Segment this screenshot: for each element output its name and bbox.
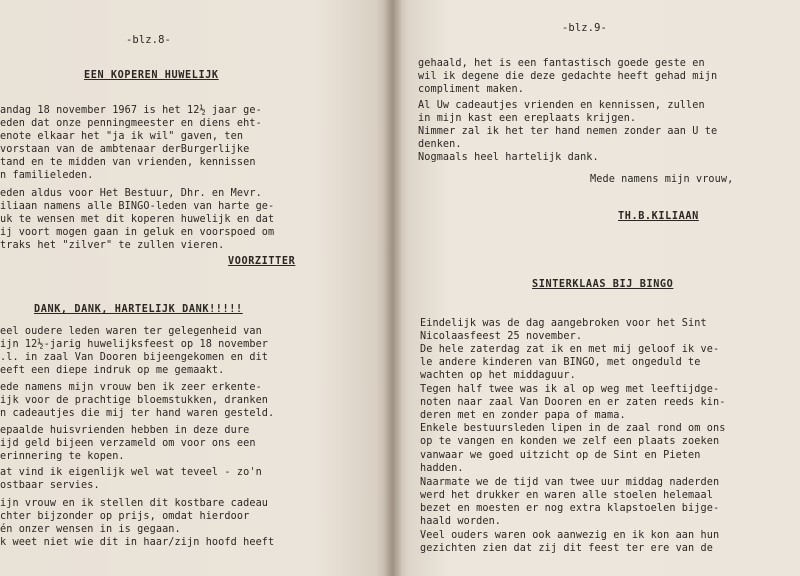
right-line: bezet en moesten er nog extra klapstoelen bijge- bbox=[420, 503, 720, 514]
right-line: haald worden. bbox=[420, 516, 502, 527]
right-line: compliment maken. bbox=[418, 84, 524, 95]
right-line: Al Uw cadeautjes vrienden en kennissen, zullen bbox=[418, 100, 705, 111]
right-line: denken. bbox=[418, 139, 462, 150]
right-line: Eindelijk was de dag aangebroken voor het Sint bbox=[420, 318, 707, 329]
left-line: eeft een diepe indruk op me gemaakt. bbox=[0, 365, 225, 376]
right-line: Nicolaasfeest 25 november. bbox=[420, 331, 583, 342]
right-line: op te vangen en konden we zelf een plaats zoeken bbox=[420, 436, 720, 447]
left-line: traks het "zilver" te zullen vieren. bbox=[0, 240, 225, 251]
left-line: ostbaar servies. bbox=[0, 480, 100, 491]
left-line: ijn vrouw en ik stellen dit kostbare cadeau bbox=[0, 498, 269, 509]
right-line: vanwaar we goed uitzicht op de Sint en Pieten bbox=[420, 450, 701, 461]
right-line: noten naar zaal Van Dooren en er zaten reeds kin- bbox=[420, 397, 726, 408]
right-line: deren met en zonder papa of mama. bbox=[420, 410, 626, 421]
left-line: én onzer wensen in is gegaan. bbox=[0, 524, 181, 535]
left-article-title: EEN KOPEREN HUWELIJK bbox=[84, 70, 219, 81]
right-line: Enkele bestuursleden lipen in de zaal rond om ons bbox=[420, 423, 726, 434]
left-article-title-2: DANK, DANK, HARTELIJK DANK!!!!! bbox=[34, 304, 243, 315]
left-line: vorstaan van de ambtenaar derBurgerlijke bbox=[0, 144, 250, 155]
left-line: chter bijzonder op prijs, omdat hierdoor bbox=[0, 511, 250, 522]
right-line: gehaald, het is een fantastisch goede geste en bbox=[418, 58, 705, 69]
right-line: Veel ouders waren ook aanwezig en ik kon aan hun bbox=[420, 530, 720, 541]
right-page-number: -blz.9- bbox=[562, 22, 607, 34]
right-line: werd het drukker en waren alle stoelen helemaal bbox=[420, 490, 713, 501]
right-line: Naarmate we de tijd van twee uur middag naderden bbox=[420, 477, 720, 488]
right-page bbox=[392, 0, 800, 576]
right-line: Nimmer zal ik het ter hand nemen zonder aan U te bbox=[418, 126, 718, 137]
left-line: n cadeautjes die mij ter hand waren gesteld. bbox=[0, 408, 275, 419]
left-signature: VOORZITTER bbox=[228, 256, 296, 267]
right-signature: TH.B.KILIAAN bbox=[618, 211, 699, 222]
right-line: Tegen half twee was ik al op weg met leeftijdge- bbox=[420, 384, 720, 395]
left-line: eden dat onze penningmeester en diens eht- bbox=[0, 118, 262, 129]
right-line: gezichten zien dat zij dit feest ter ere van de bbox=[420, 543, 713, 554]
book-spine-shadow bbox=[384, 0, 402, 576]
left-line: eel oudere leden waren ter gelegenheid van bbox=[0, 326, 262, 337]
left-line: eden aldus voor Het Bestuur, Dhr. en Mevr. bbox=[0, 188, 262, 199]
right-line: wil ik degene die deze gedachte heeft gehad mijn bbox=[418, 71, 718, 82]
left-page bbox=[0, 0, 392, 576]
left-page-number: -blz.8- bbox=[126, 34, 171, 46]
left-line: erinnering te kopen. bbox=[0, 451, 125, 462]
left-line: ede namens mijn vrouw ben ik zeer erkente- bbox=[0, 382, 262, 393]
right-line: Nogmaals heel hartelijk dank. bbox=[418, 152, 599, 163]
left-line: ijd geld bijeen verzameld om voor ons een bbox=[0, 438, 256, 449]
left-line: k weet niet wie dit in haar/zijn hoofd heeft bbox=[0, 537, 275, 548]
left-line: n familieleden. bbox=[0, 170, 94, 181]
left-line: enote elkaar het "ja ik wil" gaven, ten bbox=[0, 131, 244, 142]
left-line: .l. in zaal Van Dooren bijeengekomen en dit bbox=[0, 352, 269, 363]
left-line: ijk voor de prachtige bloemstukken, dranken bbox=[0, 395, 269, 406]
left-line: ij voort mogen gaan in geluk en voorspoed om bbox=[0, 227, 275, 238]
right-article-title: SINTERKLAAS BIJ BINGO bbox=[532, 279, 674, 290]
right-closing: Mede namens mijn vrouw, bbox=[590, 174, 734, 185]
left-line: tand en te midden van vrienden, kennissen bbox=[0, 157, 256, 168]
left-line: iliaan namens alle BINGO-leden van harte ge- bbox=[0, 201, 275, 212]
left-line: uk te wensen met dit koperen huwelijk en dat bbox=[0, 214, 275, 225]
left-line: ijn 12½-jarig huwelijksfeest op 18 november bbox=[0, 339, 269, 350]
right-line: De hele zaterdag zat ik en met mij geloof ik ve- bbox=[420, 344, 720, 355]
left-line: epaalde huisvrienden hebben in deze dure bbox=[0, 425, 250, 436]
right-line: hadden. bbox=[420, 463, 464, 474]
left-line: andag 18 november 1967 is het 12½ jaar ge- bbox=[0, 105, 262, 116]
right-line: in mijn kast een ereplaats krijgen. bbox=[418, 113, 637, 124]
left-line: at vind ik eigenlijk wel wat teveel - zo'n bbox=[0, 467, 262, 478]
right-line: wachten op het middaguur. bbox=[420, 370, 576, 381]
right-line: le andere kinderen van BINGO, met ongeduld te bbox=[420, 357, 701, 368]
